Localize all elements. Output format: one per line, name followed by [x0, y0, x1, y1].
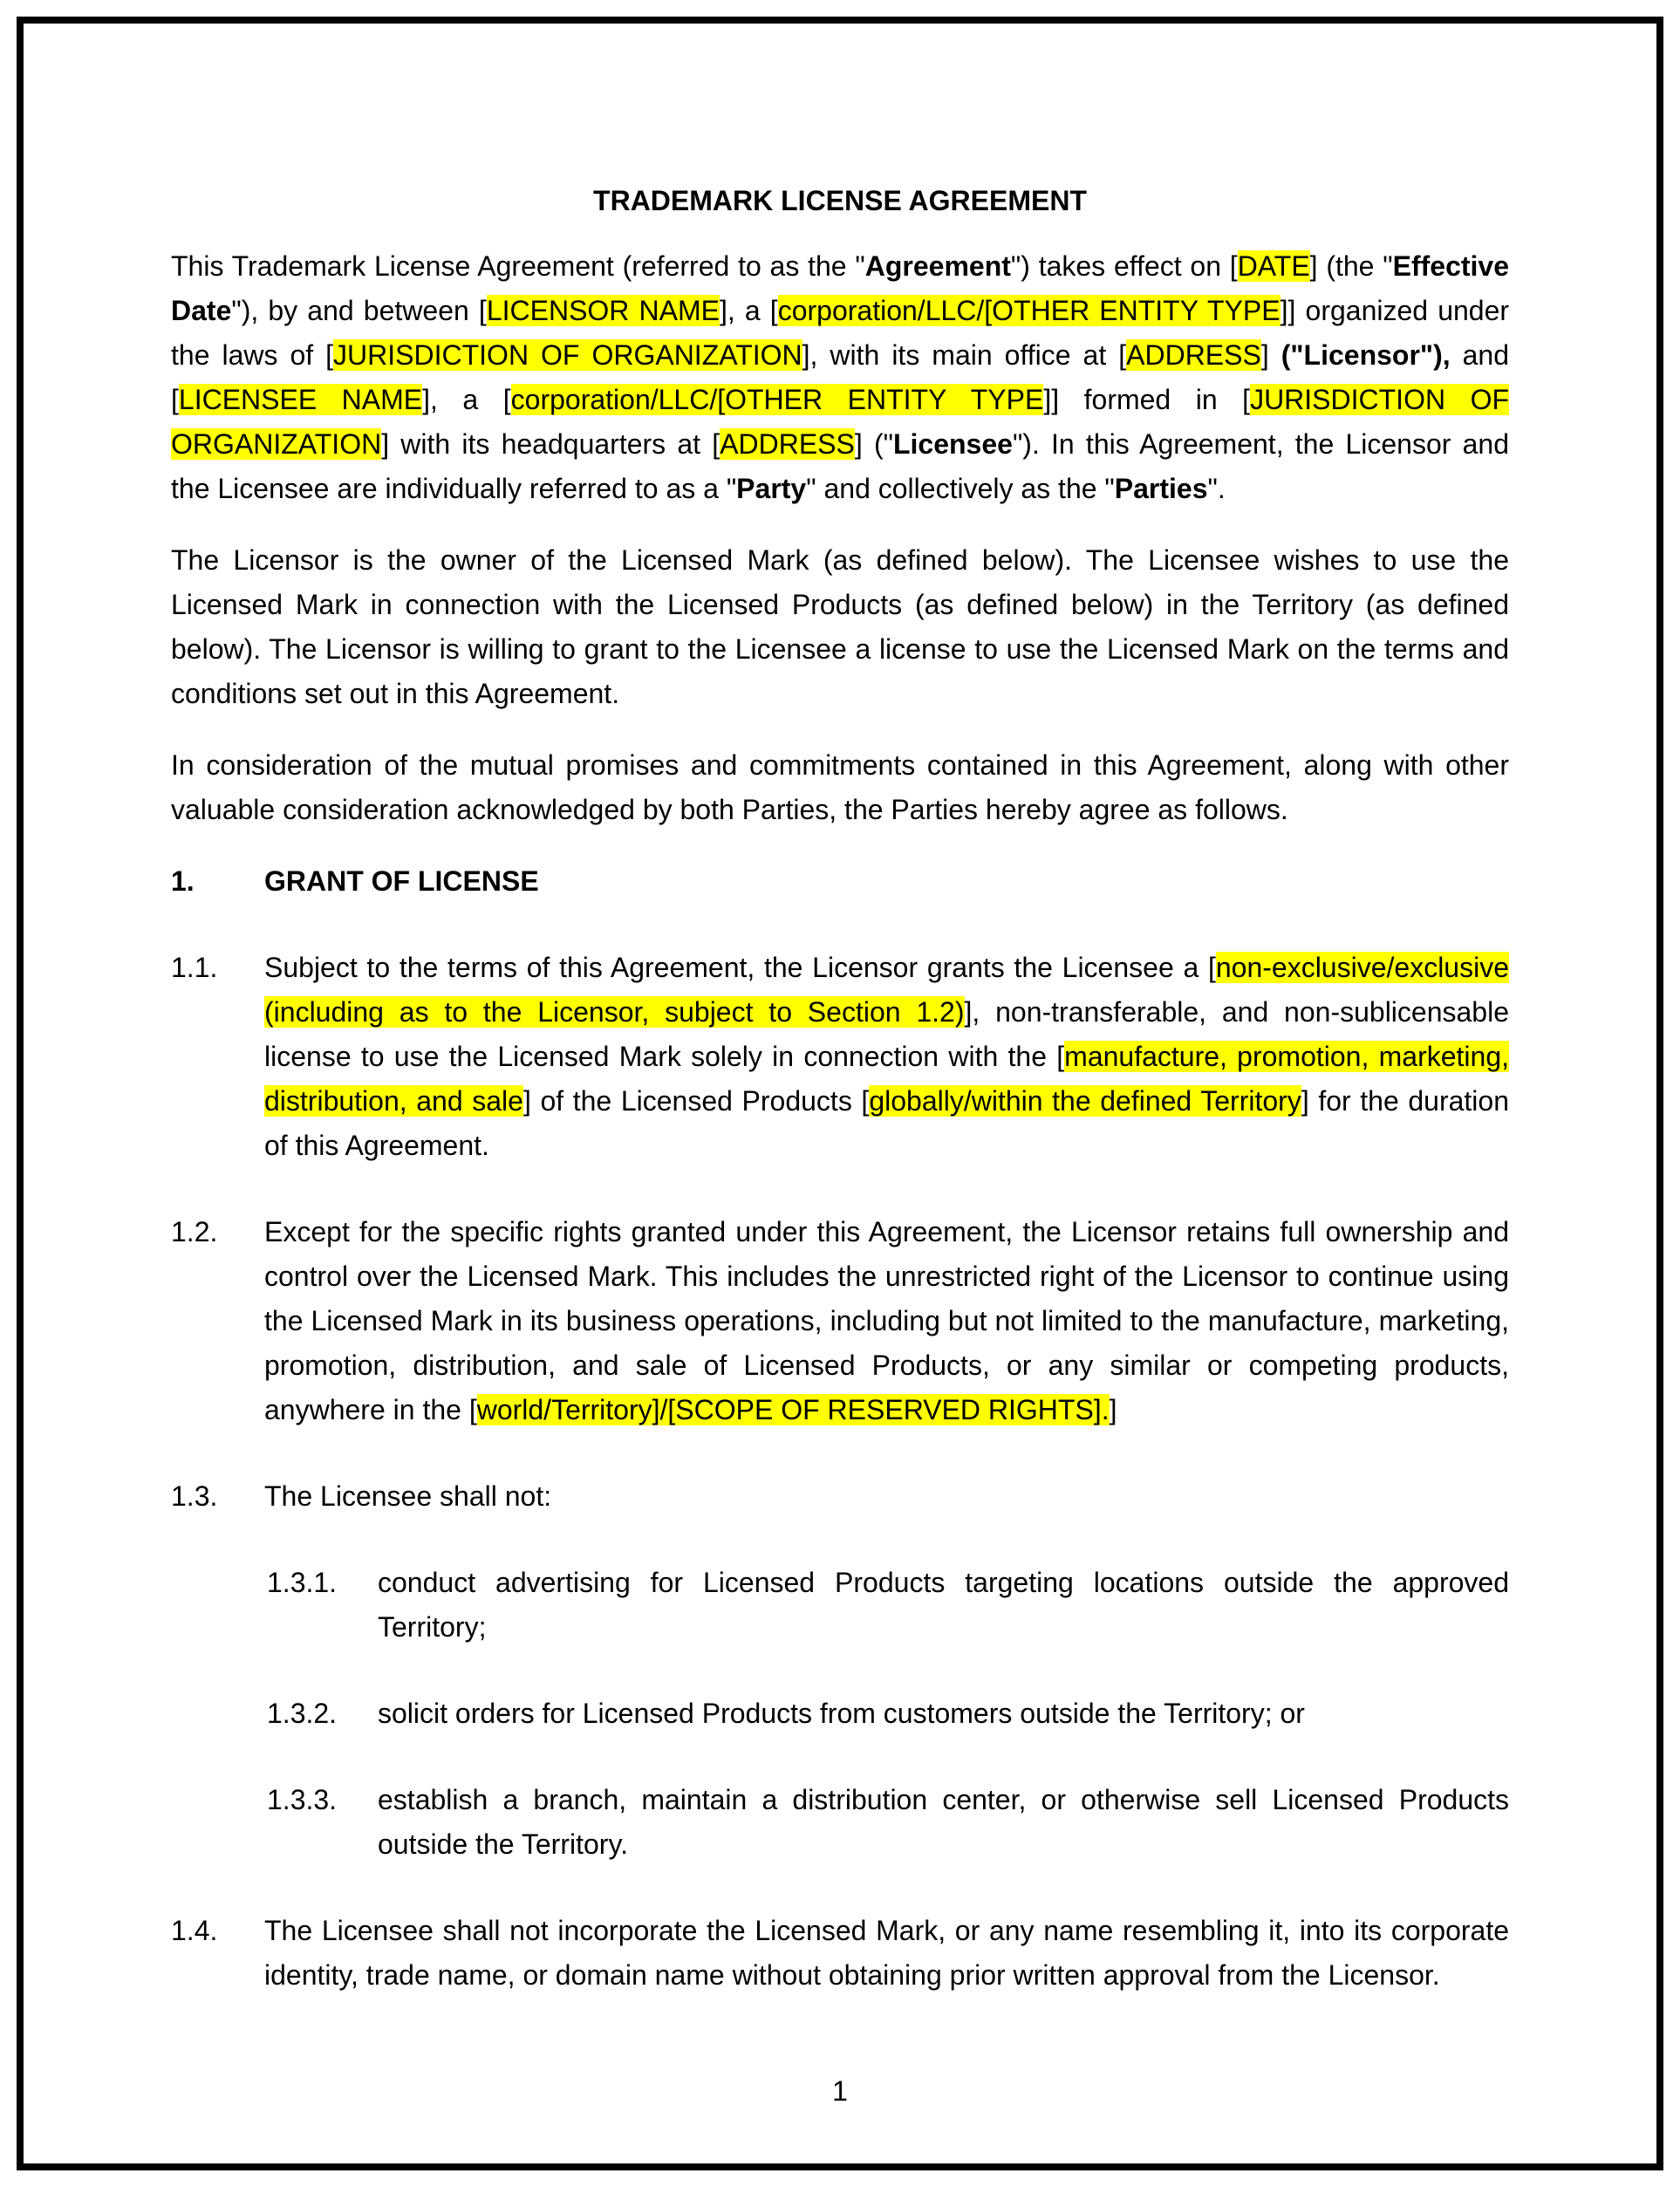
placeholder-highlight: corporation/LLC/[OTHER ENTITY TYPE: [777, 295, 1280, 326]
clause-number: 1.: [171, 865, 195, 897]
text-run: ("Licensor"),: [1280, 339, 1451, 371]
text-run: ], a [: [719, 295, 778, 326]
paragraph: [171, 244, 1509, 511]
text-run: ] with its headquarters at [: [381, 428, 720, 460]
text-run: "). In this Agreement, the Licensor and the Licensee are individually referred to as a ": [171, 428, 1510, 504]
placeholder-highlight: LICENSEE NAME: [178, 384, 423, 415]
clause-number: 1.3.2.: [267, 1698, 338, 1729]
text-run: ]] formed in [: [1043, 384, 1251, 415]
text-run: The Licensee shall not incorporate the Licensed Mark, or any name resembling it, into its corporate identity, trade name, or domain name without obtaining prior written approval from the Licensor.: [264, 1915, 1509, 1991]
text-run: ] (the ": [1309, 250, 1393, 282]
text-run: ") takes effect on [: [1010, 250, 1238, 282]
placeholder-highlight: ADDRESS: [1126, 339, 1261, 371]
placeholder-highlight: JURISDICTION OF ORGANIZATION: [333, 339, 802, 371]
paragraph: [171, 538, 1509, 716]
placeholder-highlight: JURISDICTION OF ORGANIZATION: [171, 384, 1510, 460]
placeholder-highlight: world/Territory]/[SCOPE OF RESERVED RIGHTS].: [476, 1394, 1110, 1425]
text-run: ".: [1207, 473, 1226, 504]
page-number: 1: [832, 2075, 848, 2107]
text-run: ], with its main office at [: [802, 339, 1127, 371]
clause-text: [264, 946, 1509, 1168]
clause-text: [264, 1474, 1509, 1519]
text-run: ]] organized under the laws of [: [171, 295, 1510, 371]
placeholder-highlight: LICENSOR NAME: [486, 295, 720, 326]
text-run: ], non-transferable, and non-sublicensable license to use the Licensed Mark solely in connection with the [: [264, 996, 1510, 1072]
text-run: solicit orders for Licensed Products from customers outside the Territory; or: [378, 1698, 1305, 1729]
clause-text: [264, 1909, 1509, 1998]
placeholder-highlight: corporation/LLC/[OTHER ENTITY TYPE: [510, 384, 1044, 415]
placeholder-highlight: globally/within the defined Territory: [869, 1085, 1301, 1117]
placeholder-highlight: DATE: [1237, 250, 1310, 282]
clause-text: [378, 1561, 1509, 1650]
clause-1.1: [171, 946, 1509, 1168]
text-run: GRANT OF LICENSE: [264, 865, 539, 897]
section-heading: [171, 859, 1509, 904]
clause-text: [378, 1778, 1509, 1867]
text-run: Parties: [1114, 473, 1208, 504]
document-body: [171, 244, 1509, 1998]
clause-number: 1.3.: [171, 1480, 218, 1512]
text-run: ] for the duration of this Agreement.: [264, 1085, 1510, 1161]
text-run: conduct advertising for Licensed Products targeting locations outside the approved Territory;: [378, 1567, 1509, 1643]
text-run: Licensee: [892, 428, 1013, 460]
clause-1.3.1: [171, 1561, 1509, 1650]
clause-text: [264, 1210, 1509, 1432]
clause-number: 1.1.: [171, 952, 218, 983]
placeholder-highlight: manufacture, promotion, marketing, distribution, and sale: [264, 1041, 1510, 1117]
clause-1.2: [171, 1210, 1509, 1432]
text-run: Except for the specific rights granted under this Agreement, the Licensor retains full ownership and control over the Licensed Mark. This includes the unrestricted right of the Licensor to continue using the Licensed Mark in its business operations, including but not limited to the manufacture, marketing, promotion, distribution, and sale of Licensed Products, or any similar or competing products, anywhere in the [: [264, 1216, 1509, 1425]
paragraph: [171, 743, 1509, 832]
text-run: The Licensor is the owner of the Licensed Mark (as defined below). The Licensee wishes to use the Licensed Mark in connection with the Licensed Products (as defined below) in the Territory (as defined below). The Licensor is willing to grant to the Licensee a license to use the Licensed Mark on the terms and conditions set out in this Agreement.: [171, 544, 1509, 709]
text-run: and [: [171, 339, 1510, 415]
text-run: " and collectively as the ": [806, 473, 1115, 504]
text-run: ], a [: [422, 384, 511, 415]
clause-1.3.2: [171, 1692, 1509, 1736]
text-run: establish a branch, maintain a distribution center, or otherwise sell Licensed Products outside the Territory.: [378, 1784, 1509, 1860]
text-run: ]: [1109, 1394, 1117, 1425]
clause-1.3: [171, 1474, 1509, 1519]
text-run: ] of the Licensed Products [: [522, 1085, 870, 1117]
clause-number: 1.3.1.: [267, 1567, 338, 1598]
document-content: [171, 179, 1509, 2040]
text-run: Party: [736, 473, 807, 504]
document-title: TRADEMARK LICENSE AGREEMENT: [593, 185, 1087, 216]
clause-text: [264, 859, 1509, 904]
text-run: Effective Date: [171, 250, 1509, 326]
clause-number: 1.4.: [171, 1915, 218, 1946]
clause-1.3.3: [171, 1778, 1509, 1867]
placeholder-highlight: non-exclusive/exclusive (including as to the Licensor, subject to Section 1.2): [264, 952, 1509, 1028]
text-run: ]: [1260, 339, 1281, 371]
text-run: Subject to the terms of this Agreement, the Licensor grants the Licensee a [: [264, 952, 1216, 983]
placeholder-highlight: ADDRESS: [720, 428, 855, 460]
clause-1.4: [171, 1909, 1509, 1998]
clause-number: 1.3.3.: [267, 1784, 338, 1815]
clause-number: 1.2.: [171, 1216, 218, 1247]
text-run: ] (": [854, 428, 893, 460]
clause-text: [378, 1692, 1509, 1736]
text-run: This Trademark License Agreement (referred to as the ": [171, 250, 865, 282]
text-run: The Licensee shall not:: [264, 1480, 552, 1512]
text-run: Agreement: [864, 250, 1011, 282]
text-run: In consideration of the mutual promises and commitments contained in this Agreement, along with other valuable consideration acknowledged by both Parties, the Parties hereby agree as follows.: [171, 749, 1509, 825]
text-run: "), by and between [: [231, 295, 487, 326]
